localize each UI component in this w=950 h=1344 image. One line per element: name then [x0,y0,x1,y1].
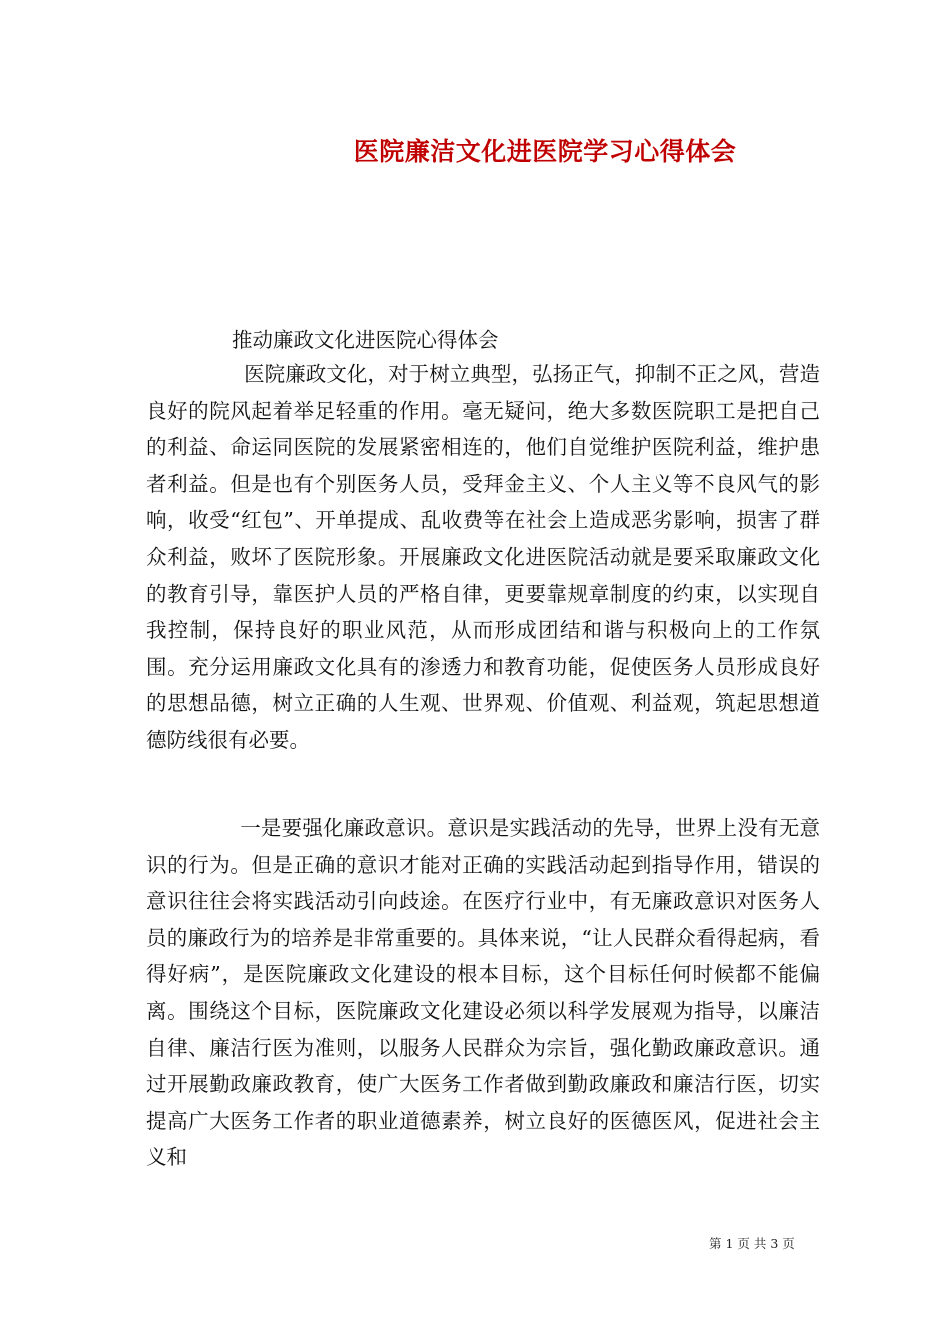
paragraph-text: 医院廉政文化，对于树立典型，弘扬正气，抑制不正之风，营造良好的院风起着举足轻重的作用。毫无疑问，绝大多数医院职工是把自己的利益、命运同医院的发展紧密相连的，他们自觉维护医院利益，维护患者利益。但是也有个别医务人员，受拜金主义、个人主义等不良风气的影响，收受“红包”、开单提成、乱收费等在社会上造成恶劣影响，损害了群众利益，败坏了医院形象。开展廉政文化进医院活动就是要采取廉政文化的教育引导，靠医护人员的严格自律，更要靠规章制度的约束，以实现自我控制，保持良好的职业风范，从而形成团结和谐与积极向上的工作氛围。充分运用廉政文化具有的渗透力和教育功能，促使医务人员形成良好的思想品德，树立正确的人生观、世界观、价值观、利益观，筑起思想道德防线很有必要。 [146,362,820,752]
subtitle: 推动廉政文化进医院心得体会 [232,328,499,352]
body-paragraph-2 [146,810,820,1176]
page-footer: 第 1 页 共 3 页 [709,1236,795,1251]
body-paragraph-1 [146,356,820,759]
page-title: 医院廉洁文化进医院学习心得体会 [353,137,737,166]
paragraph-text: 一是要强化廉政意识。意识是实践活动的先导，世界上没有无意识的行为。但是正确的意识才能对正确的实践活动起到指导作用，错误的意识往往会将实践活动引向歧途。在医疗行业中，有无廉政意识对医务人员的廉政行为的培养是非常重要的。具体来说，“让人民群众看得起病，看得好病”，是医院廉政文化建设的根本目标，这个目标任何时候都不能偏离。围绕这个目标，医院廉政文化建设必须以科学发展观为指导，以廉洁自律、廉洁行医为准则，以服务人民群众为宗旨，强化勤政廉政意识。通过开展勤政廉政教育，使广大医务工作者做到勤政廉政和廉洁行医，切实提高广大医务工作者的职业道德素养，树立良好的医德医风，促进社会主义和 [146,816,820,1170]
